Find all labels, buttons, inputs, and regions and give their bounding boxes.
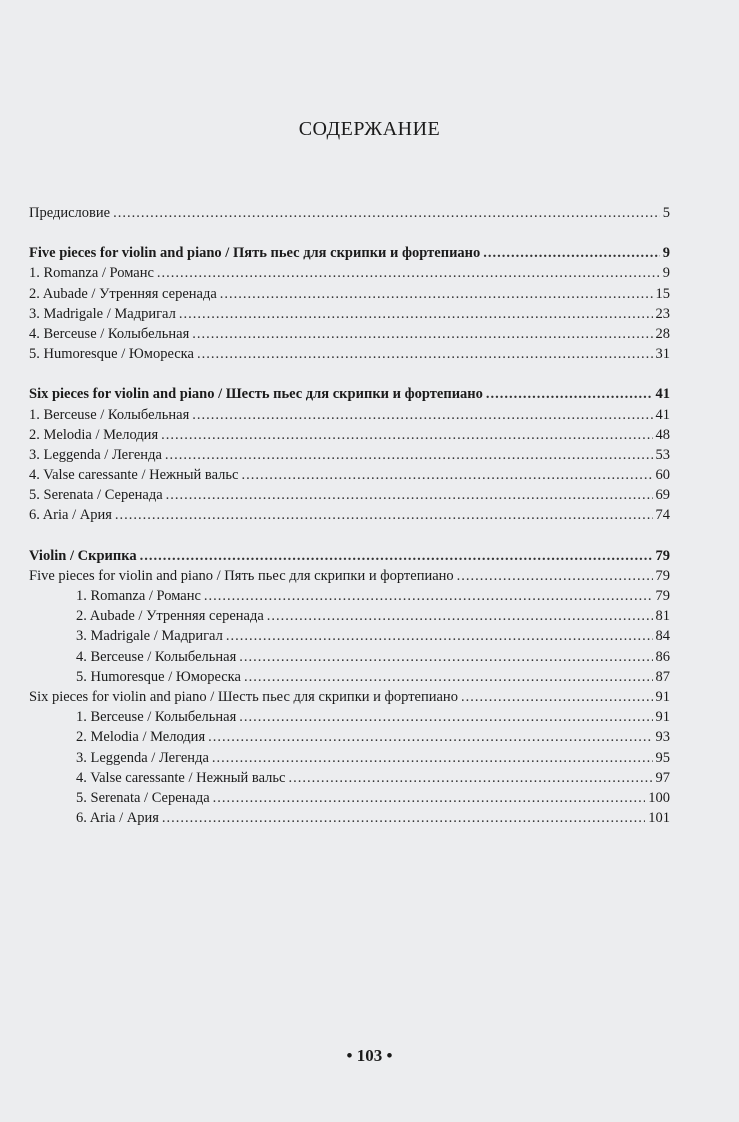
toc-entry-label: 5. Humoresque / Юмореска	[76, 668, 241, 685]
dot-leader	[244, 667, 653, 687]
toc-entry	[29, 626, 670, 646]
toc-entry-label: Six pieces for violin and piano / Шесть пьес для скрипки и фортепиано	[29, 688, 458, 705]
toc-entry	[29, 606, 670, 626]
toc-entry	[29, 727, 670, 747]
toc-entry-label: Five pieces for violin and piano / Пять пьес для скрипки и фортепиано	[29, 567, 454, 584]
toc-entry-label: 4. Berceuse / Колыбельная	[29, 325, 190, 342]
toc-entry-label: 3. Madrigale / Мадригал	[29, 305, 176, 322]
toc-subsection-heading	[29, 566, 670, 586]
toc-subsection-heading	[29, 687, 670, 707]
dot-leader	[140, 546, 653, 566]
toc-section-heading	[29, 243, 670, 263]
spacer	[29, 526, 670, 546]
toc-entry	[29, 788, 670, 808]
dot-leader	[226, 626, 653, 646]
toc-entry-page: 53	[655, 446, 670, 463]
page-number: • 103 •	[346, 1046, 393, 1065]
dot-leader	[115, 505, 653, 525]
dot-leader	[204, 586, 653, 606]
dot-leader	[241, 465, 652, 485]
dot-leader	[212, 748, 653, 768]
toc-entry-page: 81	[655, 608, 670, 625]
dot-leader	[208, 727, 652, 747]
toc-entry-page: 60	[655, 467, 670, 484]
toc-entry-page: 69	[655, 487, 670, 504]
toc-entry-page: 97	[655, 769, 670, 786]
toc-entry	[29, 344, 670, 364]
toc-entry	[29, 586, 670, 606]
toc-entry-page: 101	[648, 810, 670, 827]
dot-leader	[166, 485, 653, 505]
dot-leader	[483, 243, 659, 263]
dot-leader	[113, 203, 660, 223]
toc-entry-page: 28	[655, 325, 670, 342]
toc-entry-label: 2. Aubade / Утренняя серенада	[76, 608, 264, 625]
dot-leader	[165, 445, 653, 465]
toc-entry	[29, 284, 670, 304]
toc-section-heading	[29, 384, 670, 404]
toc-entry-label: 4. Valse caressante / Нежный вальс	[29, 467, 239, 484]
toc-entry	[29, 324, 670, 344]
dot-leader	[213, 788, 646, 808]
toc-entry-label: Five pieces for violin and piano / Пять пьес для скрипки и фортепиано	[29, 245, 481, 262]
toc-entry-page: 79	[655, 547, 670, 564]
toc-entry-label: 2. Aubade / Утренняя серенада	[29, 285, 217, 302]
toc-entry-page: 95	[655, 749, 670, 766]
toc-entry-page: 93	[655, 729, 670, 746]
toc-entry-label: 2. Melodia / Мелодия	[76, 729, 206, 746]
toc-entry	[29, 425, 670, 445]
toc-entry-label: 6. Aria / Ария	[76, 810, 159, 827]
dot-leader	[220, 284, 653, 304]
toc-entry	[29, 505, 670, 525]
toc-entry-page: 48	[655, 426, 670, 443]
toc-entry-label: 5. Serenata / Серенада	[29, 487, 163, 504]
toc-entry-page: 5	[662, 205, 670, 221]
toc-entry-page: 41	[655, 386, 670, 403]
dot-leader	[192, 405, 652, 425]
toc-entry-page: 15	[655, 285, 670, 302]
toc-entry-label: 3. Madrigale / Мадригал	[76, 628, 223, 645]
dot-leader	[267, 606, 653, 626]
toc-entry	[29, 808, 670, 828]
toc-entry-label: Violin / Скрипка	[29, 547, 137, 564]
toc-entry-page: 31	[655, 346, 670, 363]
dot-leader	[157, 263, 660, 283]
toc-entry-label: 4. Valse caressante / Нежный вальс	[76, 769, 286, 786]
toc-entry-page: 79	[655, 588, 670, 604]
dot-leader	[288, 768, 652, 788]
toc-entry-page: 84	[655, 628, 670, 645]
toc-entry-label: 1. Berceuse / Колыбельная	[29, 406, 190, 423]
dot-leader	[179, 304, 653, 324]
toc-entry-label: 5. Serenata / Серенада	[76, 789, 210, 806]
toc-entry-page: 9	[662, 245, 670, 262]
toc-entry-page: 86	[655, 648, 670, 665]
toc-entry	[29, 405, 670, 425]
toc-entry-label: 1. Romanza / Романс	[29, 265, 154, 282]
toc-entry-label: 2. Melodia / Мелодия	[29, 426, 159, 443]
toc-entry-page: 41	[655, 406, 670, 423]
toc-entry	[29, 768, 670, 788]
toc-entry-page: 87	[655, 668, 670, 685]
dot-leader	[457, 566, 653, 586]
toc-entry-label: 1. Romanza / Романс	[76, 588, 201, 604]
dot-leader	[486, 384, 653, 404]
toc-entry	[29, 445, 670, 465]
toc-entry-label: Предисловие	[29, 205, 111, 221]
toc-entry-page: 9	[662, 265, 670, 282]
spacer	[29, 223, 670, 243]
page-title: СОДЕРЖАНИЕ	[298, 118, 441, 140]
dot-leader	[162, 808, 645, 828]
dot-leader	[239, 707, 652, 727]
toc-entry	[29, 304, 670, 324]
dot-leader	[192, 324, 652, 344]
toc-entry-preface	[29, 203, 670, 223]
toc-entry-page: 91	[655, 709, 670, 726]
toc-entry-label: 4. Berceuse / Колыбельная	[76, 648, 237, 665]
toc-entry-page: 74	[655, 507, 670, 524]
toc-entry	[29, 485, 670, 505]
dot-leader	[461, 687, 653, 707]
toc-entry	[29, 707, 670, 727]
toc-entry-page: 23	[655, 305, 670, 322]
toc-entry	[29, 263, 670, 283]
toc-entry	[29, 647, 670, 667]
dot-leader	[239, 647, 652, 667]
toc-entry-page: 79	[655, 567, 670, 584]
dot-leader	[197, 344, 653, 364]
dot-leader	[161, 425, 652, 445]
toc-entry	[29, 748, 670, 768]
toc-entry-label: Six pieces for violin and piano / Шесть пьес для скрипки и фортепиано	[29, 386, 483, 403]
table-of-contents	[29, 203, 670, 828]
toc-entry-label: 1. Berceuse / Колыбельная	[76, 709, 237, 726]
toc-section-heading	[29, 546, 670, 566]
toc-entry-label: 5. Humoresque / Юмореска	[29, 346, 194, 363]
toc-entry-label: 3. Leggenda / Легенда	[29, 446, 162, 463]
toc-entry-page: 91	[655, 688, 670, 705]
toc-entry-label: 6. Aria / Ария	[29, 507, 112, 524]
toc-entry-label: 3. Leggenda / Легенда	[76, 749, 209, 766]
toc-entry-page: 100	[648, 789, 670, 806]
toc-entry	[29, 465, 670, 485]
toc-entry	[29, 667, 670, 687]
spacer	[29, 364, 670, 384]
